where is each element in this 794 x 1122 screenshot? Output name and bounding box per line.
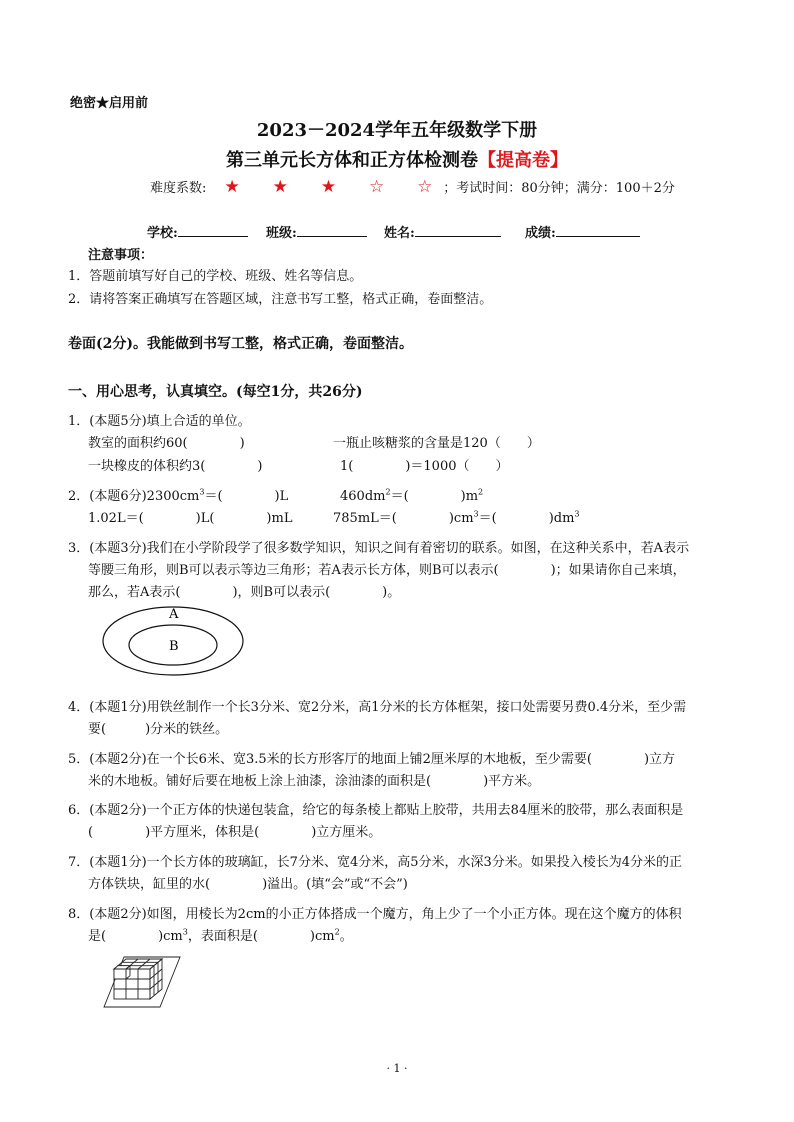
question-8-line1: 8．(本题2分)如图，用棱长为2cm的小正方体搭成一个魔方，角上少了一个小正方体。现在这个魔方的体积 (68, 907, 682, 922)
q8-text: 。 (339, 929, 353, 944)
star-filled-icon: ★ (320, 177, 337, 197)
school-field (147, 222, 248, 241)
question-2-line1 (68, 485, 288, 504)
question-5-line1: 5．(本题2分)在一个长6米、宽3.5米的长方形客厅的地面上铺2厘米厚的木地板，至少需要( )立方 (68, 752, 676, 767)
question-2-line2a: 1.02L＝( )L( )mL (88, 511, 293, 526)
set-a-label: A (169, 607, 179, 622)
superscript: 2 (385, 487, 391, 497)
set-relationship-diagram (100, 603, 250, 683)
question-7-line2: 方体铁块，缸里的水( )溢出。(填“会”或“不会”) (88, 877, 408, 892)
difficulty-row (150, 177, 675, 197)
question-3-line1: 3．(本题3分)我们在小学阶段学了很多数学知识，知识之间有着密切的联系。如图，在这种关系中，若A表示 (68, 541, 690, 556)
q8-text: ，表面积是( )cm (187, 929, 335, 944)
exam-info: ；考试时间：80分钟；满分：100＋2分 (443, 181, 675, 196)
score-blank[interactable] (556, 223, 640, 237)
star-filled-icon: ★ (272, 177, 288, 197)
question-1-item-c: 一块橡皮的体积约3( ) (88, 459, 263, 474)
q2-text: ＝( )dm (478, 511, 575, 526)
question-4-line2: 要( )分米的铁丝。 (88, 722, 229, 737)
star-outline-icon: ☆ (368, 177, 385, 197)
section-1-heading: 一、用心思考，认真填空。(每空1分，共26分) (68, 384, 363, 400)
class-field (266, 222, 367, 241)
question-1-stem: 1．(本题5分)填上合适的单位。 (68, 414, 251, 429)
superscript: 2 (478, 487, 484, 497)
exam-title-line1: 2023－2024学年五年级数学下册 (256, 120, 538, 141)
question-6-line2: ( )平方厘米，体积是( )立方厘米。 (88, 825, 382, 840)
question-2-line1b (340, 485, 483, 504)
question-3-line3: 那么，若A表示( )，则B可以表示( )。 (88, 585, 401, 600)
difficulty-label: 难度系数: (150, 181, 207, 196)
q2-text: 2．(本题6分)2300cm (68, 489, 200, 504)
question-1-item-a: 教室的面积约60( ) (88, 436, 245, 451)
q2-text: 785mL＝( )cm (333, 511, 474, 526)
exam-title-main: 第三单元长方体和正方体检测卷 (226, 150, 478, 171)
question-6-line1: 6．(本题2分)一个正方体的快递包装盒，给它的每条棱上都贴上胶带，共用去84厘米的胶带，那么表面积是 (68, 803, 684, 818)
name-field (384, 222, 501, 241)
question-3-line2: 等腰三角形，则B可以表示等边三角形；若A表示长方体，则B可以表示( )；如果请你自己来填， (88, 563, 686, 578)
set-b-label: B (169, 639, 179, 654)
neatness-statement: 卷面(2分)。我能做到书写工整，格式正确，卷面整洁。 (68, 336, 413, 352)
school-label: 学校: (147, 226, 178, 241)
star-outline-icon: ☆ (417, 177, 433, 197)
note-item: 2．请将答案正确填写在答题区域，注意书写工整，格式正确，卷面整洁。 (68, 292, 493, 307)
class-label: 班级: (266, 226, 297, 241)
question-1-item-d: 1( )＝1000（ ） (340, 459, 509, 474)
rubiks-cube-figure (100, 945, 190, 1013)
score-label: 成绩: (525, 226, 556, 241)
question-7-line1: 7．(本题1分)一个长方体的玻璃缸，长7分米、宽4分米，高5分米，水深3分米。如果投入棱长为4分米的正 (68, 855, 683, 870)
superscript: 3 (199, 487, 205, 497)
name-blank[interactable] (415, 223, 501, 237)
superscript: 3 (574, 509, 580, 519)
class-blank[interactable] (297, 223, 367, 237)
q2-text: ＝( )L (204, 489, 289, 504)
superscript: 2 (334, 927, 340, 937)
page-number: · 1 · (386, 1062, 408, 1075)
note-item: 1．答题前填写好自己的学校、班级、姓名等信息。 (68, 269, 363, 284)
q2-text: 460dm (340, 489, 386, 504)
question-2-line2b (333, 507, 580, 526)
score-field (525, 222, 640, 241)
question-5-line2: 米的木地板。铺好后要在地板上涂上油漆，涂油漆的面积是( )平方米。 (88, 774, 541, 789)
exam-title-line2 (0, 146, 794, 172)
question-8-line2 (88, 925, 353, 944)
school-blank[interactable] (178, 223, 248, 237)
question-4-line1: 4．(本题1分)用铁丝制作一个长3分米、宽2分米，高1分米的长方体框架，接口处需要另费0.4分米，至少需 (68, 700, 687, 715)
name-label: 姓名: (384, 226, 415, 241)
question-1-item-b: 一瓶止咳糖浆的含量是120（ ） (333, 436, 540, 451)
superscript: 3 (473, 509, 479, 519)
difficulty-tag: 【提高卷】 (478, 150, 568, 171)
q2-text: ＝( )m (390, 489, 479, 504)
notes-heading: 注意事项： (88, 248, 154, 263)
q8-text: 是( )cm (88, 929, 183, 944)
superscript: 3 (182, 927, 188, 937)
confidential-mark: 绝密★启用前 (70, 96, 149, 111)
star-filled-icon: ★ (224, 177, 240, 197)
